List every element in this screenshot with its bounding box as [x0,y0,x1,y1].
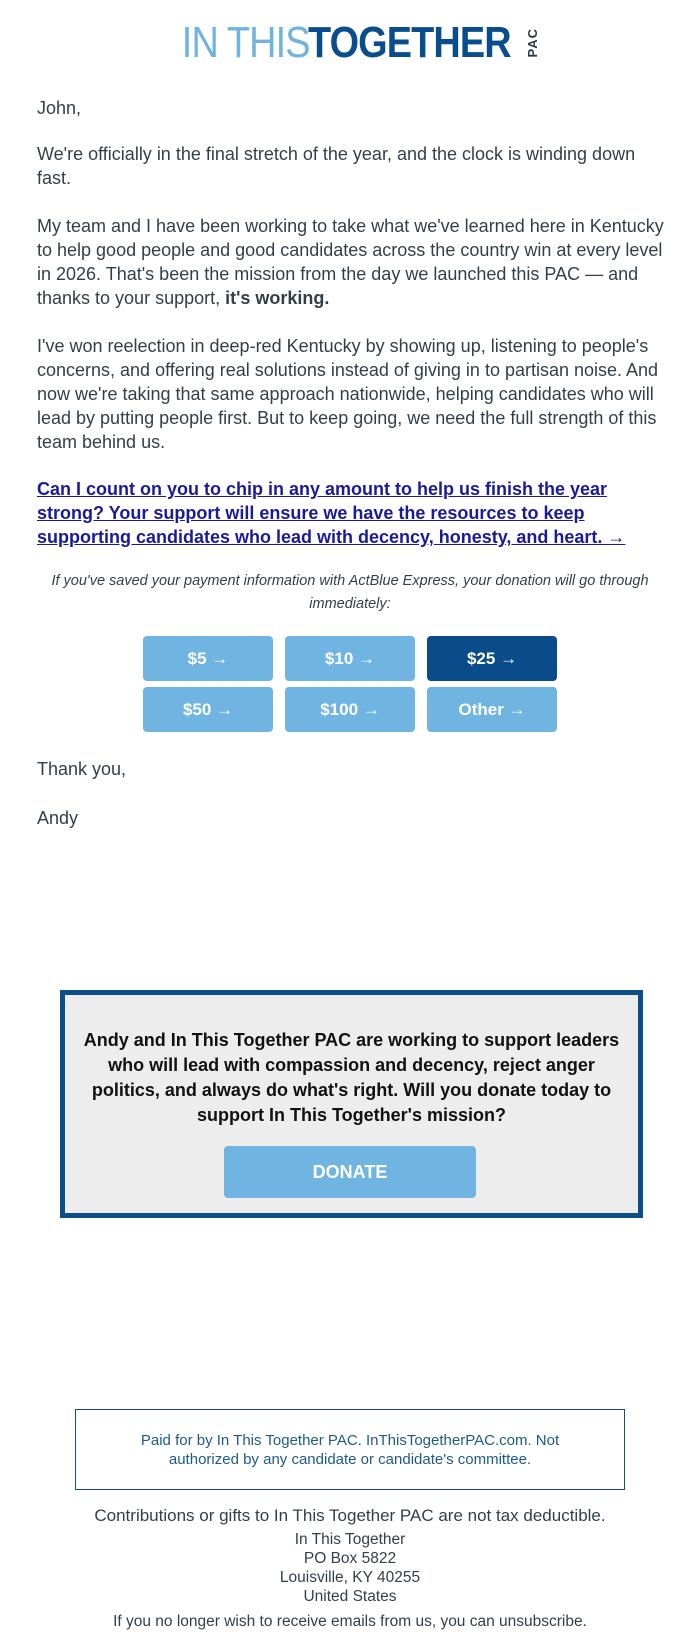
actblue-express-note: If you've saved your payment information with ActBlue Express, your donation will go through immediately: [51,573,649,612]
logo-dark-text: TOGETHER [308,18,511,67]
unsubscribe-notice [0,1612,700,1632]
paid-for-disclaimer [75,1409,625,1490]
donation-amount-grid [143,636,557,732]
tax-notice: Contributions or gifts to In This Together PAC are not tax deductible. [94,1506,606,1525]
paragraph-3: I've won reelection in deep-red Kentucky by showing up, listening to people's concerns, and offering real solutions instead of giving in to partisan noise. And now we're taking that same approach nationwide, helping candidates who will lead by putting people first. But to keep going, we need the full strength of this team behind us. [37,336,659,452]
donate-25-button[interactable]: $25 → [427,636,557,681]
address-po-box: PO Box 5822 [303,1550,397,1567]
logo-wordmark [161,19,538,67]
donate-other-button[interactable]: Other → [427,687,557,732]
paid-for-text: Paid for by In This Together PAC. InThisTogetherPAC.com. Not authorized by any candidate or candidate's committee. [140,1431,560,1468]
donate-5-button[interactable]: $5 → [143,636,273,681]
address-name: In This Together [294,1531,406,1548]
signature: Andy [37,808,79,828]
donate-10-button[interactable]: $10 → [285,636,415,681]
paragraph-1: We're officially in the final stretch of the year, and the clock is winding down fast. [37,144,636,188]
cta-text: Andy and In This Together PAC are working to support leaders who will lead with compassion and decency, reject anger politics, and always do what's right. Will you donate today to support In This Together's mission? [83,1030,620,1125]
greeting: John, [37,98,82,118]
unsubscribe-link[interactable]: If you no longer wish to receive emails from us, you can unsubscribe. [113,1613,587,1630]
paragraph-2 [37,214,669,310]
logo-light-text: IN THIS [182,18,310,67]
donation-ask-link[interactable]: Can I count on you to chip in any amount to help us finish the year strong? Your support will ensure we have the resources to keep supporting candidates who lead with decency, honesty, and heart. → [37,479,626,547]
closing: Thank you, [37,759,127,779]
paragraph-2-bold: it's working. [225,288,330,308]
logo [0,18,700,68]
logo-pac-text: PAC [524,28,540,58]
donate-button[interactable]: DONATE [224,1146,476,1198]
donate-100-button[interactable]: $100 → [285,687,415,732]
address-country: United States [303,1588,397,1605]
address-city: Louisville, KY 40255 [279,1569,421,1586]
paragraph-2-text: My team and I have been working to take what we've learned here in Kentucky to help good people and good candidates across the country win at every level in 2026. That's been the mission from the day we launched this PAC — and thanks to your support, [37,216,664,308]
cta-box [60,990,643,1218]
donate-50-button[interactable]: $50 → [143,687,273,732]
mailing-address [0,1530,700,1606]
